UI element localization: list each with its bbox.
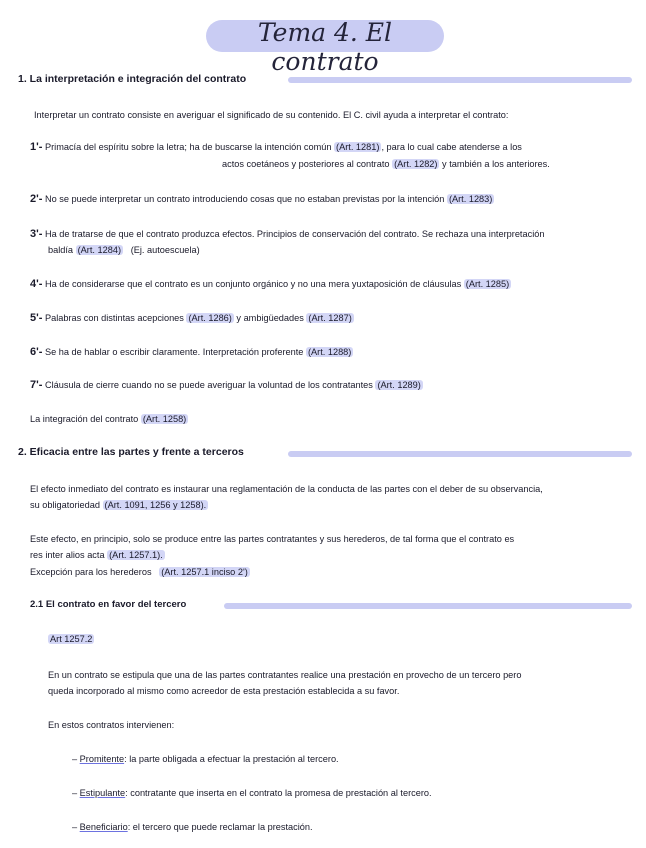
s2-p2b: res inter alios acta (Art. 1257.1). — [30, 550, 163, 560]
s1-integration: La integración del contrato (Art. 1258) — [30, 414, 187, 424]
s2-p1b: su obligatoriedad (Art. 1091, 1256 y 1258). — [30, 500, 207, 510]
s1-item-3-cont: baldía (Art. 1284) (Ej. autoescuela) — [48, 245, 200, 255]
s1-item-7: 7'- Cláusula de cierre cuando no se puede averiguar la voluntad de los contratantes (Art. 1289) — [30, 379, 421, 391]
role-promitente: – Promitente: la parte obligada a efectuar la prestación al tercero. — [72, 754, 339, 764]
s1-item-2: 2'- No se puede interpretar un contrato introduciendo cosas que no estaban previstas por la intención (Art. 1283) — [30, 193, 493, 205]
s1-item-5: 5'- Palabras con distintas acepciones (Art. 1286) y ambigüedades (Art. 1287) — [30, 312, 352, 324]
s1-item-6: 6'- Se ha de hablar o escribir claramente. Interpretación proferente (Art. 1288) — [30, 346, 352, 358]
section-1-heading: 1. La interpretación e integración del contrato — [18, 73, 247, 85]
s21-p2: En estos contratos intervienen: — [48, 720, 175, 730]
s1-item-3: 3'- Ha de tratarse de que el contrato produzca efectos. Principios de conservación del contrato. Se rechaza una interpretación — [30, 228, 545, 240]
s2-p2a: Este efecto, en principio, solo se produce entre las partes contratantes y sus herederos, de tal forma que el contrato es — [30, 534, 515, 544]
s1-item-1: 1'- Primacía del espíritu sobre la letra; ha de buscarse la intención común (Art. 1281) , para lo cual cabe atenderse a los — [30, 141, 522, 153]
section-21-rule — [224, 603, 632, 609]
section-1-rule — [288, 77, 632, 83]
s21-p1b: queda incorporado al mismo como acreedor de esta prestación establecida a su favor. — [48, 686, 400, 696]
s2-p1a: El efecto inmediato del contrato es instaurar una reglamentación de la conducta de las partes con el deber de su observancia, — [30, 484, 543, 494]
s21-p1a: En un contrato se estipula que una de las partes contratantes realice una prestación en provecho de un tercero pero — [48, 670, 522, 680]
s1-item-4: 4'- Ha de considerarse que el contrato es un conjunto orgánico y no una mera yuxtaposición de cláusulas (Art. 1285) — [30, 278, 510, 290]
role-estipulante: – Estipulante: contratante que inserta en el contrato la promesa de prestación al tercero. — [72, 788, 432, 798]
page-title: Tema 4. El contrato — [257, 18, 393, 76]
s2-p3: Excepción para los herederos (Art. 1257.1 inciso 2') — [30, 567, 248, 577]
section-2-heading: 2. Eficacia entre las partes y frente a terceros — [18, 446, 244, 458]
section-21-heading: 2.1 El contrato en favor del tercero — [30, 599, 187, 610]
s1-item-1-cont: actos coetáneos y posteriores al contrato (Art. 1282) y también a los anteriores. — [222, 159, 550, 169]
s21-art: Art 1257.2 — [50, 634, 93, 644]
section-2-rule — [288, 451, 632, 457]
s1-intro: Interpretar un contrato consiste en averiguar el significado de su contenido. El C. civil ayuda a interpretar el contrato: — [34, 110, 509, 120]
role-beneficiario: – Beneficiario: el tercero que puede reclamar la prestación. — [72, 822, 313, 832]
